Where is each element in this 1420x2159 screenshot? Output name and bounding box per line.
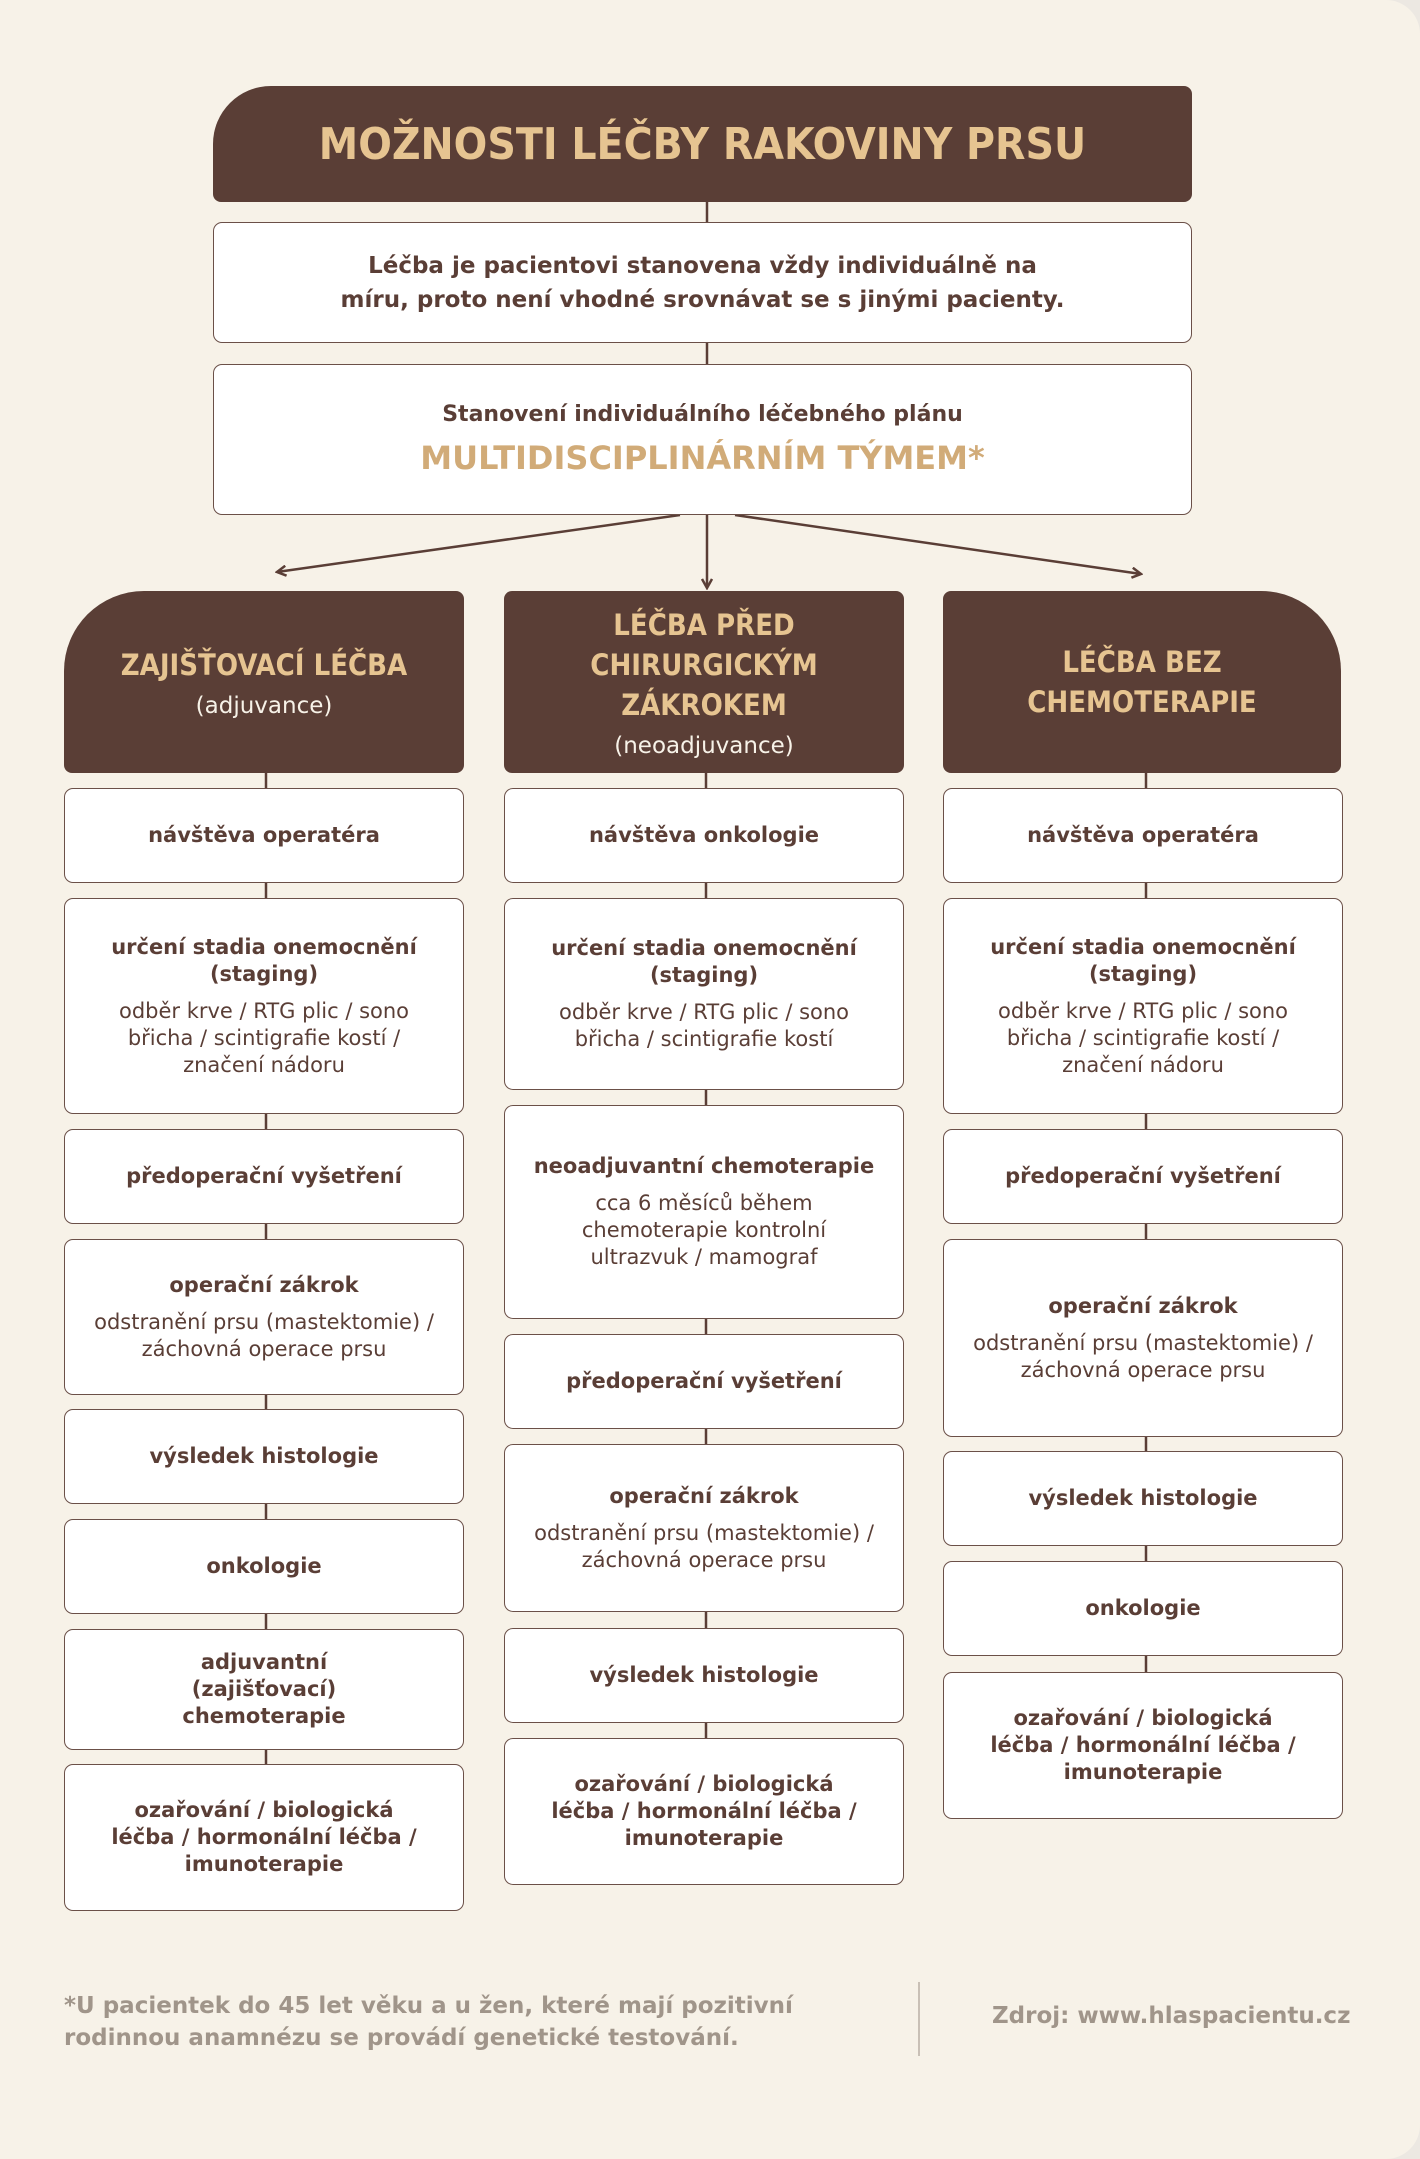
step-text: odběr krve / RTG plic / sono břicha / scintigrafie kostí / značení nádoru	[118, 998, 410, 1077]
step-box	[504, 1444, 904, 1612]
step-title: výsledek histologie	[1028, 1486, 1258, 1510]
step-text: cca 6 měsíců během chemoterapie kontrolní ultrazvuk / mamograf	[581, 1191, 827, 1269]
branch-arrow-right	[735, 515, 1141, 574]
step-title: určení stadia onemocnění (staging)	[111, 934, 417, 986]
step-box	[64, 898, 464, 1114]
step-title: předoperační vyšetření	[566, 1369, 842, 1393]
step-title: předoperační vyšetření	[1005, 1164, 1281, 1188]
step-title: určení stadia onemocnění (staging)	[990, 934, 1296, 986]
step-box	[504, 898, 904, 1090]
step-box	[64, 1629, 464, 1750]
column-title: ZAJIŠŤOVACÍ LÉČBA	[120, 648, 408, 682]
column-header-adjuvance	[64, 591, 464, 773]
step-box	[943, 788, 1343, 883]
column-header-no-chemo	[943, 591, 1341, 773]
step-box	[64, 1239, 464, 1395]
step-box	[64, 1409, 464, 1504]
column-title: LÉČBA PŘED CHIRURGICKÝM ZÁKROKEM	[590, 608, 818, 722]
step-title: předoperační vyšetření	[126, 1164, 402, 1188]
plan-line-1: Stanovení individuálního léčebného plánu	[442, 402, 963, 427]
intro-text: Léčba je pacientovi stanovena vždy individuálně na míru, proto není vhodné srovnávat se s jinými pacienty.	[340, 252, 1065, 313]
footnote: *U pacientek do 45 let věku a u žen, které mají pozitivní rodinnou anamnézu se provádí genetické testování.	[64, 1993, 793, 2051]
step-title: operační zákrok	[169, 1272, 359, 1297]
step-title: ozařování / biologická léčba / hormonální léčba / imunoterapie	[111, 1798, 417, 1876]
step-box	[943, 1672, 1343, 1819]
step-text: odběr krve / RTG plic / sono břicha / scintigrafie kostí / značení nádoru	[997, 998, 1289, 1077]
step-box	[504, 1105, 904, 1319]
step-title: výsledek histologie	[149, 1444, 379, 1468]
branch-arrow-left	[277, 515, 680, 572]
step-box	[504, 1628, 904, 1723]
page-title-banner	[213, 86, 1192, 202]
step-box	[504, 1334, 904, 1429]
step-box	[64, 1129, 464, 1224]
step-title: určení stadia onemocnění (staging)	[551, 936, 857, 987]
source-text: Zdroj: www.hlaspacientu.cz	[992, 2003, 1351, 2029]
step-title: návštěva operatéra	[148, 823, 380, 847]
step-title: výsledek histologie	[589, 1663, 819, 1687]
step-text: odstranění prsu (mastektomie) / záchovná operace prsu	[534, 1520, 874, 1572]
intro-box	[213, 222, 1192, 343]
step-title: návštěva onkologie	[588, 823, 820, 847]
step-text: odstranění prsu (mastektomie) / záchovná operace prsu	[973, 1330, 1313, 1382]
plan-box	[213, 364, 1192, 515]
step-title: adjuvantní (zajišťovací) chemoterapie	[182, 1650, 346, 1728]
footer-divider	[918, 1982, 920, 2056]
step-title: ozařování / biologická léčba / hormonální léčba / imunoterapie	[551, 1772, 857, 1850]
step-box	[943, 1561, 1343, 1656]
column-title: LÉČBA BEZ CHEMOTERAPIE	[1027, 645, 1257, 719]
step-box	[943, 898, 1343, 1114]
step-title: operační zákrok	[609, 1483, 799, 1508]
step-title: onkologie	[1085, 1596, 1201, 1620]
step-text: odběr krve / RTG plic / sono břicha / scintigrafie kostí	[558, 1000, 850, 1051]
step-title: ozařování / biologická léčba / hormonální léčba / imunoterapie	[990, 1706, 1296, 1784]
column-header-neoadjuvance	[504, 591, 904, 773]
step-text: odstranění prsu (mastektomie) / záchovná operace prsu	[94, 1309, 434, 1361]
step-title: onkologie	[206, 1554, 322, 1578]
plan-line-2: MULTIDISCIPLINÁRNÍM TÝMEM*	[420, 439, 985, 477]
step-box	[64, 1519, 464, 1614]
page-title: MOŽNOSTI LÉČBY RAKOVINY PRSU	[318, 118, 1087, 170]
step-box	[64, 1764, 464, 1911]
column-subtitle: (neoadjuvance)	[614, 733, 794, 759]
step-box	[64, 788, 464, 883]
step-title: neoadjuvantní chemoterapie	[533, 1154, 875, 1178]
step-title: návštěva operatéra	[1027, 823, 1259, 847]
step-box	[943, 1129, 1343, 1224]
column-subtitle: (adjuvance)	[195, 693, 333, 719]
step-box	[943, 1239, 1343, 1437]
step-box	[943, 1451, 1343, 1546]
step-title: operační zákrok	[1048, 1293, 1238, 1318]
step-box	[504, 1738, 904, 1885]
step-box	[504, 788, 904, 883]
